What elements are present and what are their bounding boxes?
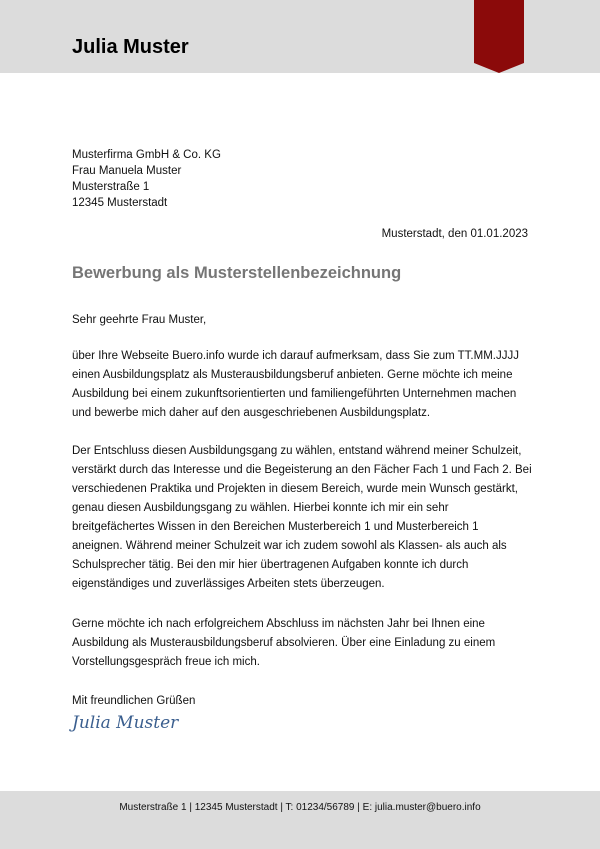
recipient-address: [72, 147, 221, 211]
sender-name-heading: Julia Muster: [72, 36, 189, 58]
bookmark-ribbon-icon: [474, 0, 524, 73]
salutation: Sehr geehrte Frau Muster,: [72, 314, 207, 326]
closing-line: Mit freundlichen Grüßen: [72, 695, 196, 707]
footer-contact: Musterstraße 1 | 12345 Musterstadt | T: 01234/56789 | E: julia.muster@buero.info: [119, 802, 481, 813]
recipient-person: Frau Manuela Muster: [72, 165, 182, 177]
body-paragraph-1: über Ihre Webseite Buero.info wurde ich darauf aufmerksam, dass Sie zum TT.MM.JJJJ einen Ausbildungsplatz als Musterausbildungsberuf anbieten. Gerne möchte ich meine Ausbildung bei einem zukunftsorientierten und familiengeführten Unternehmen machen und bewerbe mich daher auf den ausgeschriebenen Ausbildungsplatz.: [72, 350, 519, 419]
signature: Julia Muster: [72, 713, 179, 733]
recipient-company: Musterfirma GmbH & Co. KG: [72, 149, 221, 161]
subject-line: Bewerbung als Musterstellenbezeichnung: [72, 264, 402, 282]
body-paragraph-2: Der Entschluss diesen Ausbildungsgang zu wählen, entstand während meiner Schulzeit, verstärkt durch das Interesse und die Begeisterung an den Fächer Fach 1 und Fach 2. Bei verschiedenen Praktika und Projekten in diesem Bereich, wurde mein Wunsch gestärkt, genau diesen Ausbildungsgang zu wählen. Hierbei konnte ich mir ein sehr breitgefächertes Wissen in den Bereichen Musterbereich 1 und Musterbereich 1 aneignen. Während meiner Schulzeit war ich zudem sowohl als Klassen- als auch als Schulsprecher tätig. Bei den mir hier übertragenen Aufgaben konnte ich durch eigenständiges und zuverlässiges Arbeiten stets überzeugen.: [72, 445, 532, 590]
recipient-street: Musterstraße 1: [72, 181, 150, 193]
date-line: Musterstadt, den 01.01.2023: [381, 228, 528, 240]
recipient-city: 12345 Musterstadt: [72, 197, 168, 209]
footer-band: [0, 791, 600, 849]
body-paragraph-3: Gerne möchte ich nach erfolgreichem Abschluss im nächsten Jahr bei Ihnen eine Ausbildung als Musterausbildungsberuf absolvieren. Über eine Einladung zu einem Vorstellungsgespräch freue ich mich.: [72, 618, 496, 668]
